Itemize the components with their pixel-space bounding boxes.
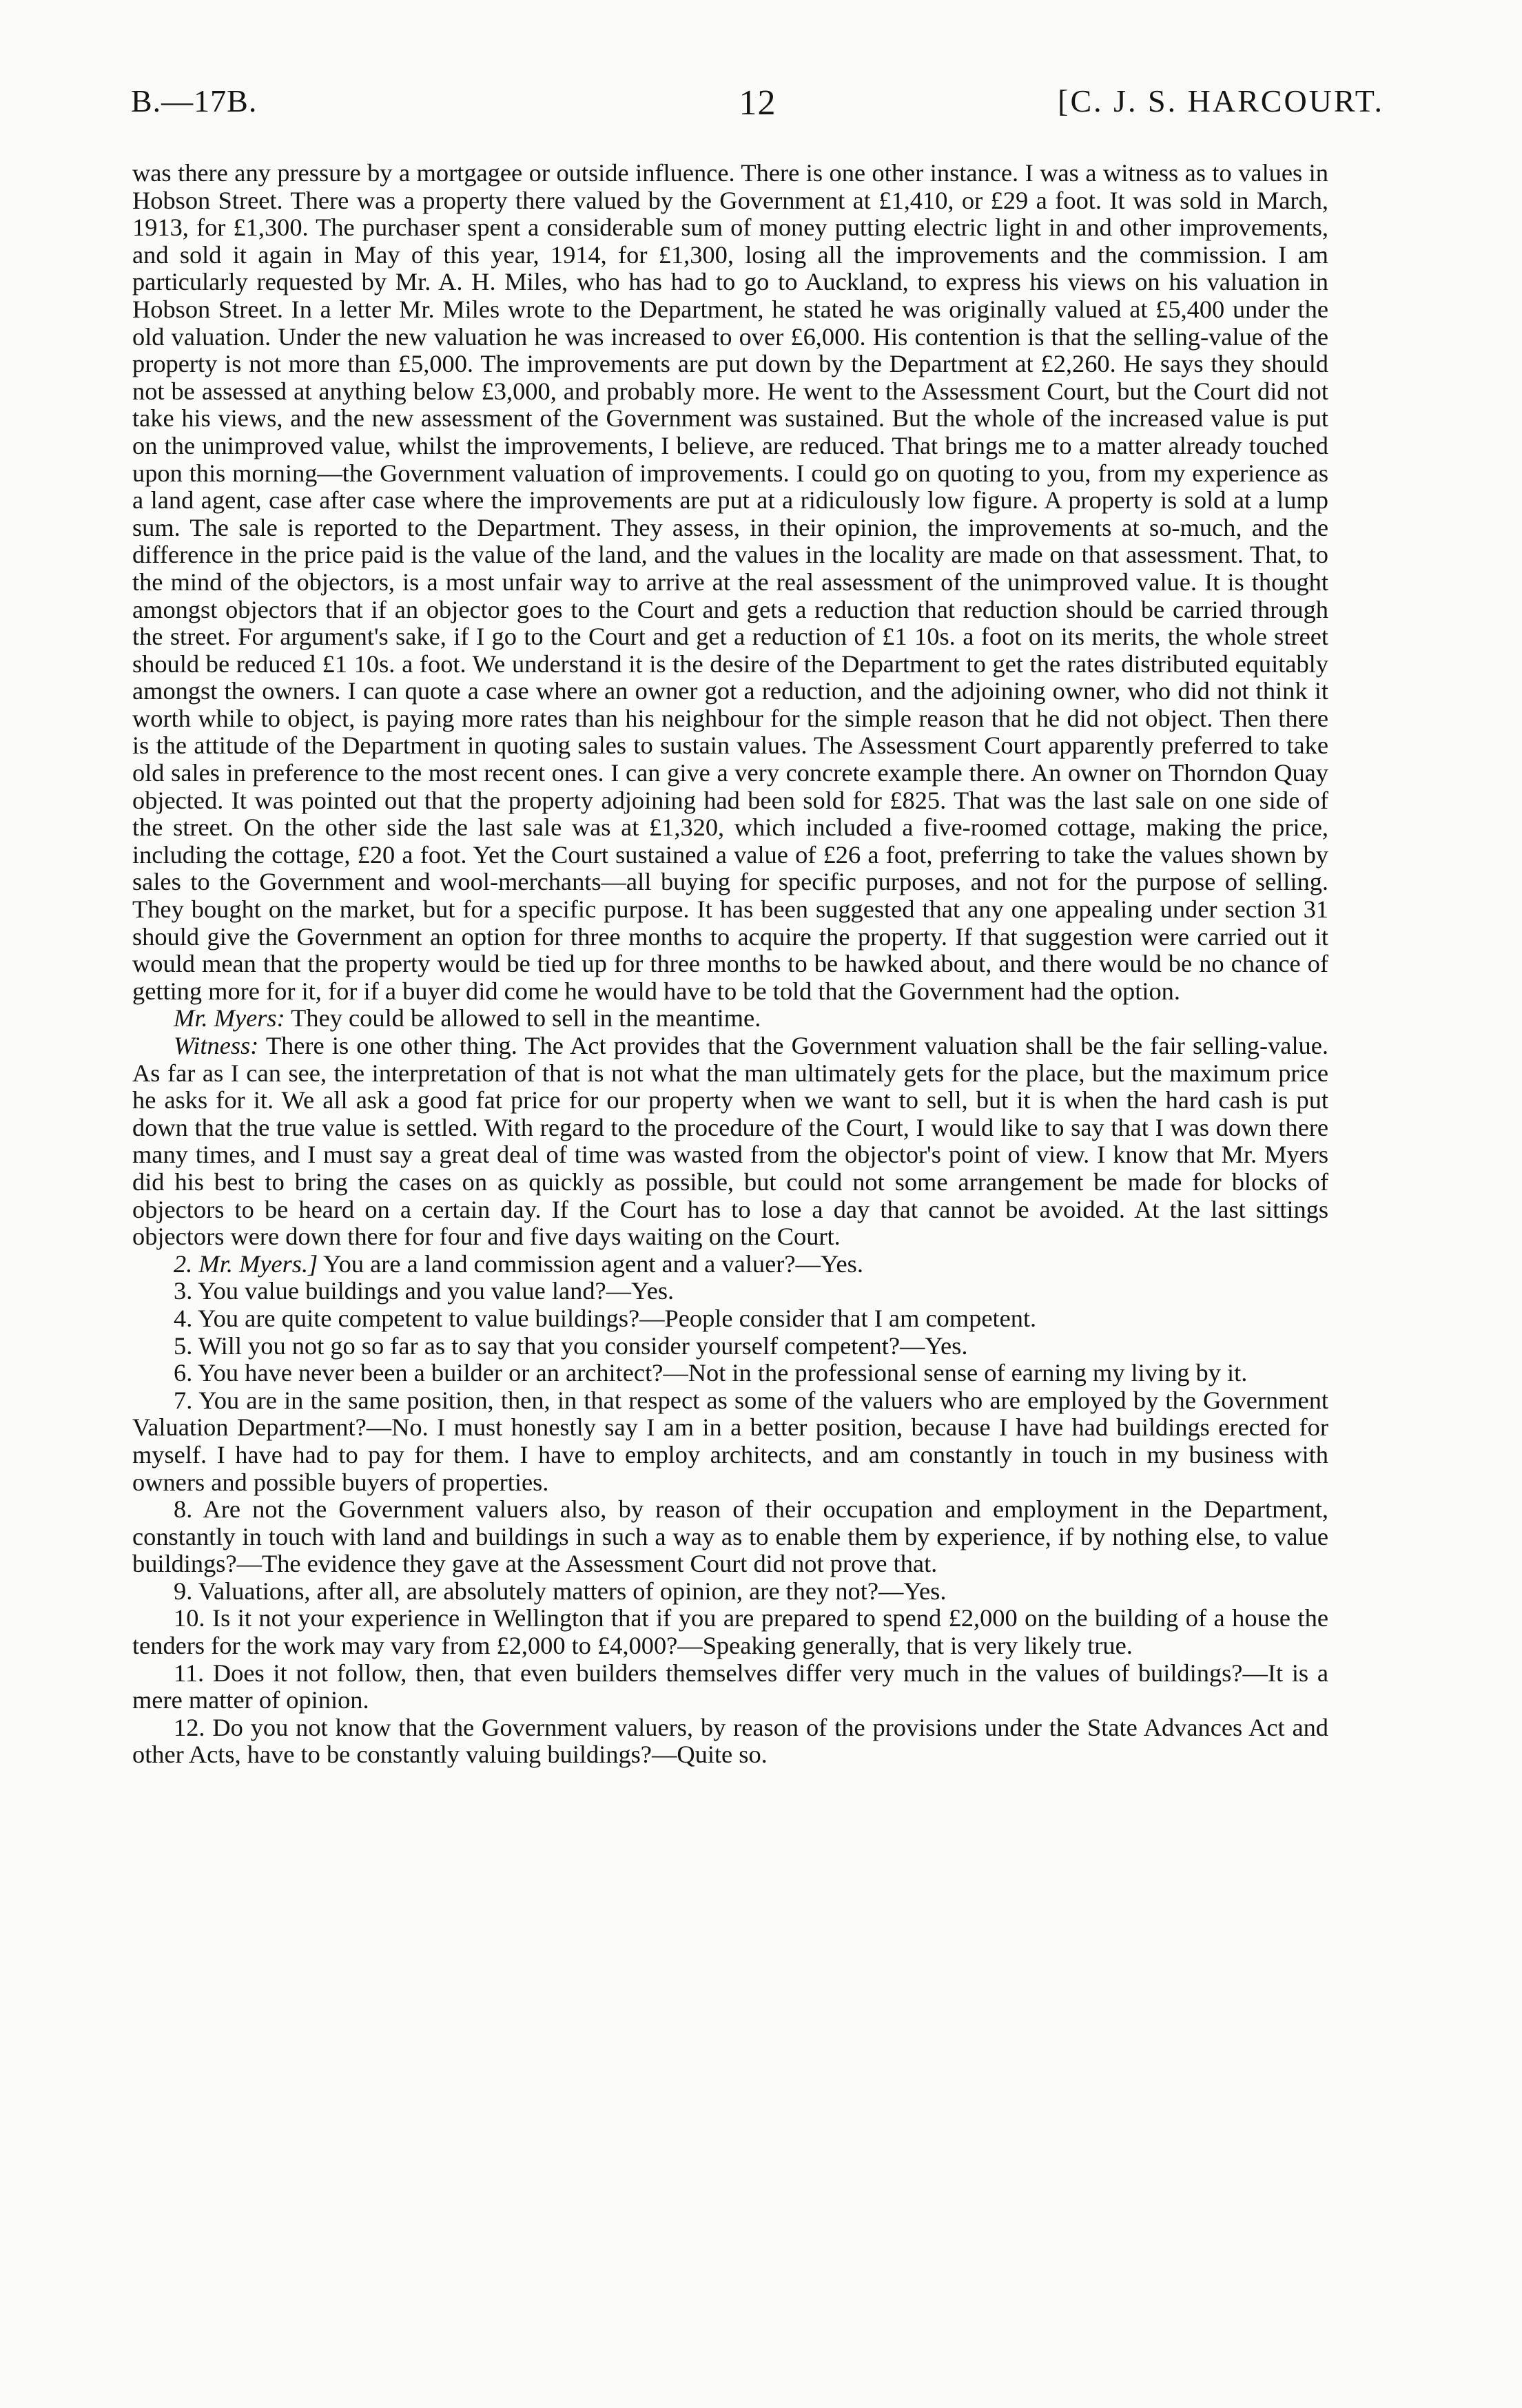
question-paragraph — [132, 1660, 1328, 1714]
question-paragraph — [132, 1333, 1328, 1360]
question-paragraph — [132, 1251, 1328, 1278]
question-paragraph — [132, 1496, 1328, 1578]
paragraph-text: 11. Does it not follow, then, that even builders themselves differ very much in the values of buildings?—It is a mere matter of opinion. — [132, 1659, 1328, 1714]
paragraph — [132, 1005, 1328, 1032]
paragraph-text: 7. You are in the same position, then, in that respect as some of the valuers who are employed by the Government Valuation Department?—No. I must honestly say I am in a better position, because I have had buildings erected for myself. I have had to pay for them. I have to employ architects, and am constantly in touch in my business with owners and possible buyers of properties. — [132, 1386, 1328, 1496]
paragraph-text: 10. Is it not your experience in Wellington that if you are prepared to spend £2,000 on the building of a house the tenders for the work may vary from £2,000 to £4,000?—Speaking generally, that is very likely true. — [132, 1604, 1328, 1660]
paragraph — [132, 160, 1328, 1005]
paragraph-text: 3. You value buildings and you value land?—Yes. — [174, 1277, 675, 1305]
paragraph-text: 8. Are not the Government valuers also, by reason of their occupation and employment in the Department, constantly in touch with land and buildings in such a way as to enable them by experience, if by nothing else, to value buildings?—The evidence they gave at the Assessment Court did not prove that. — [132, 1495, 1328, 1578]
question-paragraph — [132, 1278, 1328, 1305]
question-paragraph — [132, 1360, 1328, 1387]
paragraph-text: You are a land commission agent and a valuer?—Yes. — [322, 1249, 863, 1278]
paragraph-text: 6. You have never been a builder or an architect?—Not in the professional sense of earning my living by it. — [174, 1359, 1248, 1387]
question-paragraph — [132, 1605, 1328, 1659]
witness-name: [C. J. S. HARCOURT. — [1058, 83, 1384, 118]
paragraph-text: They could be allowed to sell in the meantime. — [291, 1004, 761, 1032]
paragraph-text: 4. You are quite competent to value buildings?—People consider that I am competent. — [174, 1304, 1037, 1332]
page-body — [132, 160, 1328, 1769]
question-paragraph — [132, 1578, 1328, 1606]
paragraph-text: 9. Valuations, after all, are absolutely matters of opinion, are they not?—Yes. — [174, 1577, 947, 1605]
question-paragraph — [132, 1387, 1328, 1496]
question-paragraph — [132, 1305, 1328, 1333]
page-header — [131, 83, 1384, 138]
paragraph-text: 5. Will you not go so far as to say that you consider yourself competent?—Yes. — [174, 1331, 968, 1360]
speaker-label: Mr. Myers: — [174, 1004, 285, 1032]
page-number: 12 — [739, 83, 777, 123]
question-paragraph — [132, 1714, 1328, 1769]
speaker-label: Witness: — [174, 1032, 259, 1059]
paragraph — [132, 1032, 1328, 1251]
paragraph-text: There is one other thing. The Act provides that the Government valuation shall be the fair selling-value. As far as I can see, the interpretation of that is not what the man ultimately gets for the place, but the maximum price he asks for it. We all ask a good fat price for our property when we want to sell, but it is when the hard cash is put down that the true value is settled. With regard to the procedure of the Court, I would like to say that I was down there many times, and I must say a great deal of time was wasted from the objector's point of view. I know that Mr. Myers did his best to bring the cases on as quickly as possible, but could not some arrangement be made for blocks of objectors to be heard on a certain day. If the Court has to lose a day that cannot be avoided. At the last sittings objectors were down there for four and five days waiting on the Court. — [132, 1032, 1328, 1251]
document-reference: B.—17B. — [131, 83, 258, 118]
paragraph-text: 12. Do you not know that the Government valuers, by reason of the provisions under the State Advances Act and other Acts, have to be constantly valuing buildings?—Quite so. — [132, 1713, 1328, 1769]
paragraph-text: was there any pressure by a mortgagee or outside influence. There is one other instance. I was a witness as to values in Hobson Street. There was a property there valued by the Government at £1,410, or £29 a foot. It was sold in March, 1913, for £1,300. The purchaser spent a considerable sum of money putting electric light in and other improvements, and sold it again in May of this year, 1914, for £1,300, losing all the improvements and the commission. I am particularly requested by Mr. A. H. Miles, who has had to go to Auckland, to express his views on his valuation in Hobson Street. In a letter Mr. Miles wrote to the Department, he stated he was originally valued at £5,400 under the old valuation. Under the new valuation he was increased to over £6,000. His contention is that the selling-value of the property is not more than £5,000. The improvements are put down by the Department at £2,260. He says they should not be assessed at anything below £3,000, and probably more. He went to the Assessment Court, but the Court did not take his views, and the new assessment of the Government was sustained. But the whole of the increased value is put on the unimproved value, whilst the improvements, I believe, are reduced. That brings me to a matter already touched upon this morning—the Government valuation of improvements. I could go on quoting to you, from my experience as a land agent, case after case where the improvements are put at a ridiculously low figure. A property is sold at a lump sum. The sale is reported to the Department. They assess, in their opinion, the improvements at so-much, and the difference in the price paid is the value of the land, and the values in the locality are made on that assessment. That, to the mind of the objectors, is a most unfair way to arrive at the real assessment of the unimproved value. It is thought amongst objectors that if an objector goes to the Court and gets a reduction that reduction should be carried through the street. For argument's sake, if I go to the Court and get a reduction of £1 10s. a foot on its merits, the whole street should be reduced £1 10s. a foot. We understand it is the desire of the Department to get the rates distributed equitably amongst the owners. I can quote a case where an owner got a reduction, and the adjoining owner, who did not think it worth while to object, is paying more rates than his neighbour for the simple reason that he did not object. Then there is the attitude of the Department in quoting sales to sustain values. The Assessment Court apparently preferred to take old sales in preference to the most recent ones. I can give a very concrete example there. An owner on Thorndon Quay objected. It was pointed out that the property adjoining had been sold for £825. That was the last sale on one side of the street. On the other side the last sale was at £1,320, which included a five-roomed cottage, making the price, including the cottage, £20 a foot. Yet the Court sustained a value of £26 a foot, preferring to take the values shown by sales to the Government and wool-merchants—all buying for specific purposes, and not for the purpose of selling. They bought on the market, but for a specific purpose. It has been suggested that any one appealing under section 31 should give the Government an option for three months to acquire the property. If that suggestion were carried out it would mean that the property would be tied up for three months to be hawked about, and there would be no chance of getting more for it, for if a buyer did come he would have to be told that the Government had the option. — [132, 159, 1328, 1005]
speaker-label: 2. Mr. Myers.] — [174, 1249, 318, 1278]
